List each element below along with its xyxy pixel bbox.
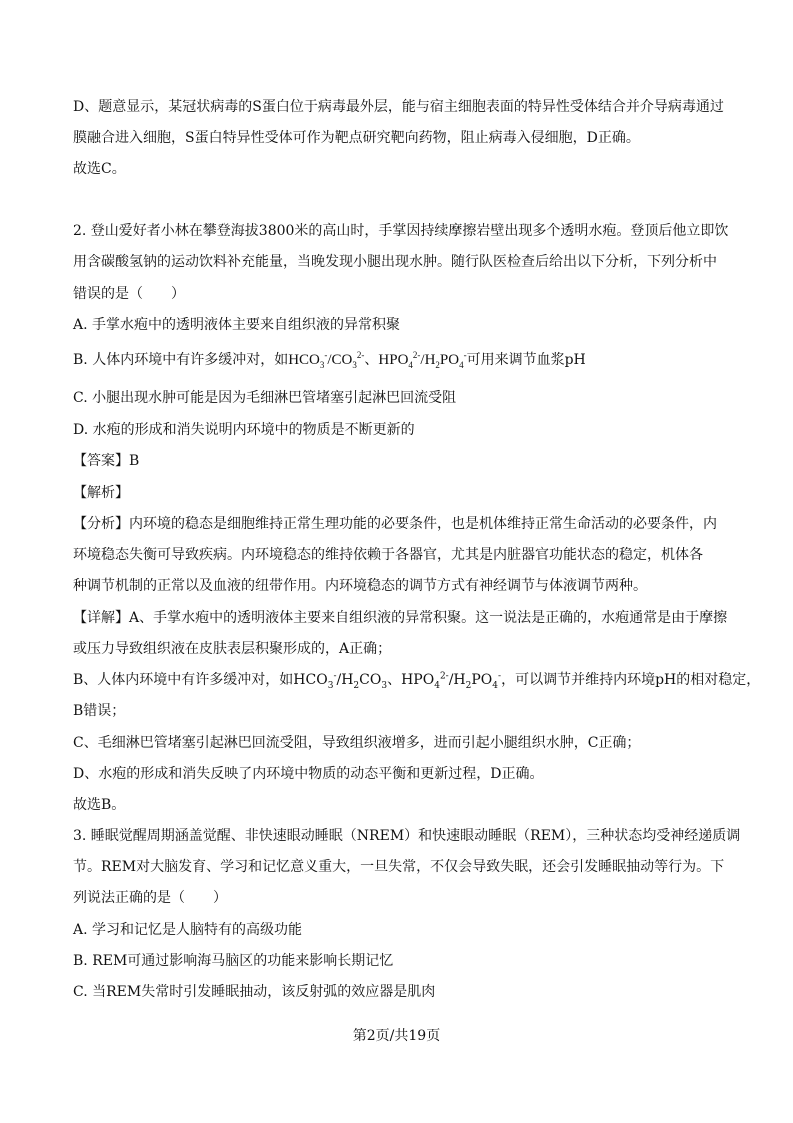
text-line: 错误的是（ ） — [73, 286, 185, 302]
text-line: 节。REM对大脑发育、学习和记忆意义重大，一旦失常，不仅会导致失眠，还会引发睡眠抽动等行为。下 — [73, 859, 725, 875]
option-d: D. 水疱的形成和消失说明内环境中的物质是不断更新的 — [73, 422, 415, 438]
detail-line: 故选B。 — [73, 797, 126, 813]
option-c: C. 当REM失常时引发睡眠抽动，该反射弧的效应器是肌肉 — [73, 984, 436, 1000]
detail-line: 【详解】A、手掌水疱中的透明液体主要来自组织液的异常积聚。这一说法是正确的，水疱通常是由于摩擦 — [73, 610, 728, 626]
buffer-formula-1: $HCO_3^-/CO_3^{2-}$ — [288, 350, 365, 370]
buffer-formula-2: $HPO_4^{2-}/H_2PO_4^-$ — [378, 350, 467, 370]
detail-b-prefix: B、人体内环境中有许多缓冲对，如 — [73, 672, 294, 688]
option-a: A. 学习和记忆是人脑特有的高级功能 — [73, 922, 303, 938]
page-footer: 第2页/共19页 — [352, 1028, 441, 1044]
question-3-stem: 3. 睡眠觉醒周期涵盖觉醒、非快速眼动睡眠（NREM）和快速眼动睡眠（REM），三种状态均受神经递质调 — [73, 828, 741, 844]
text-line: 膜融合进入细胞，S蛋白特异性受体可作为靶点研究靶向药物，阻止病毒入侵细胞，D正确。 — [73, 130, 640, 146]
detail-b-formula: $HCO_3^-/H_2CO_3$、$HPO_4^{2-}/H_2PO_4^-$ — [293, 671, 502, 691]
text-line: 用含碳酸氢钠的运动饮料补充能量，当晚发现小腿出现水肿。随行队医检查后给出以下分析，下列分析中 — [73, 254, 717, 270]
option-b-separator: 、 — [364, 352, 379, 368]
option-b: B. REM可通过影响海马脑区的功能来影响长期记忆 — [73, 953, 394, 969]
detail-b — [73, 671, 760, 689]
option-c: C. 小腿出现水肿可能是因为毛细淋巴管堵塞引起淋巴回流受阻 — [73, 390, 457, 406]
text-line: D、题意显示，某冠状病毒的S蛋白位于病毒最外层，能与宿主细胞表面的特异性受体结合并介导病毒通过 — [73, 99, 724, 115]
option-a: A. 手掌水疱中的透明液体主要来自组织液的异常积聚 — [73, 317, 401, 333]
detail-line: 或压力导致组织液在皮肤表层积聚形成的，A正确； — [73, 641, 392, 657]
detail-line: D、水疱的形成和消失反映了内环境中物质的动态平衡和更新过程，D正确。 — [73, 766, 544, 782]
option-b — [73, 351, 586, 369]
analysis-tag: 【解析】 — [73, 485, 129, 501]
option-b-prefix: B. 人体内环境中有许多缓冲对，如 — [73, 352, 289, 368]
text-line: 故选C。 — [73, 161, 126, 177]
analysis-line: 环境稳态失衡可导致疾病。内环境稳态的维持依赖于各器官，尤其是内脏器官功能状态的稳定，机体各 — [73, 547, 703, 563]
text-line: 列说法正确的是（ ） — [73, 890, 227, 906]
answer-value: B — [129, 453, 140, 469]
detail-line: C、毛细淋巴管堵塞引起淋巴回流受阻，导致组织液增多，进而引起小腿组织水肿，C正确； — [73, 735, 641, 751]
option-b-suffix: 可用来调节血浆pH — [466, 352, 586, 368]
answer-tag: 【答案】 — [73, 453, 129, 469]
analysis-line: 种调节机制的正常以及血液的纽带作用。内环境稳态的调节方式有神经调节与体液调节两种。 — [73, 578, 647, 594]
question-2-stem: 2. 登山爱好者小林在攀登海拔3800米的高山时，手掌因持续摩擦岩壁出现多个透明水疱。登顶后他立即饮 — [73, 223, 729, 239]
answer-line — [73, 452, 139, 470]
detail-b-suffix: ，可以调节并维持内环境pH的相对稳定， — [501, 672, 761, 688]
analysis-line: 【分析】内环境的稳态是细胞维持正常生理功能的必要条件，也是机体维持正常生命活动的必要条件，内 — [73, 516, 717, 532]
detail-line: B错误； — [73, 703, 126, 719]
